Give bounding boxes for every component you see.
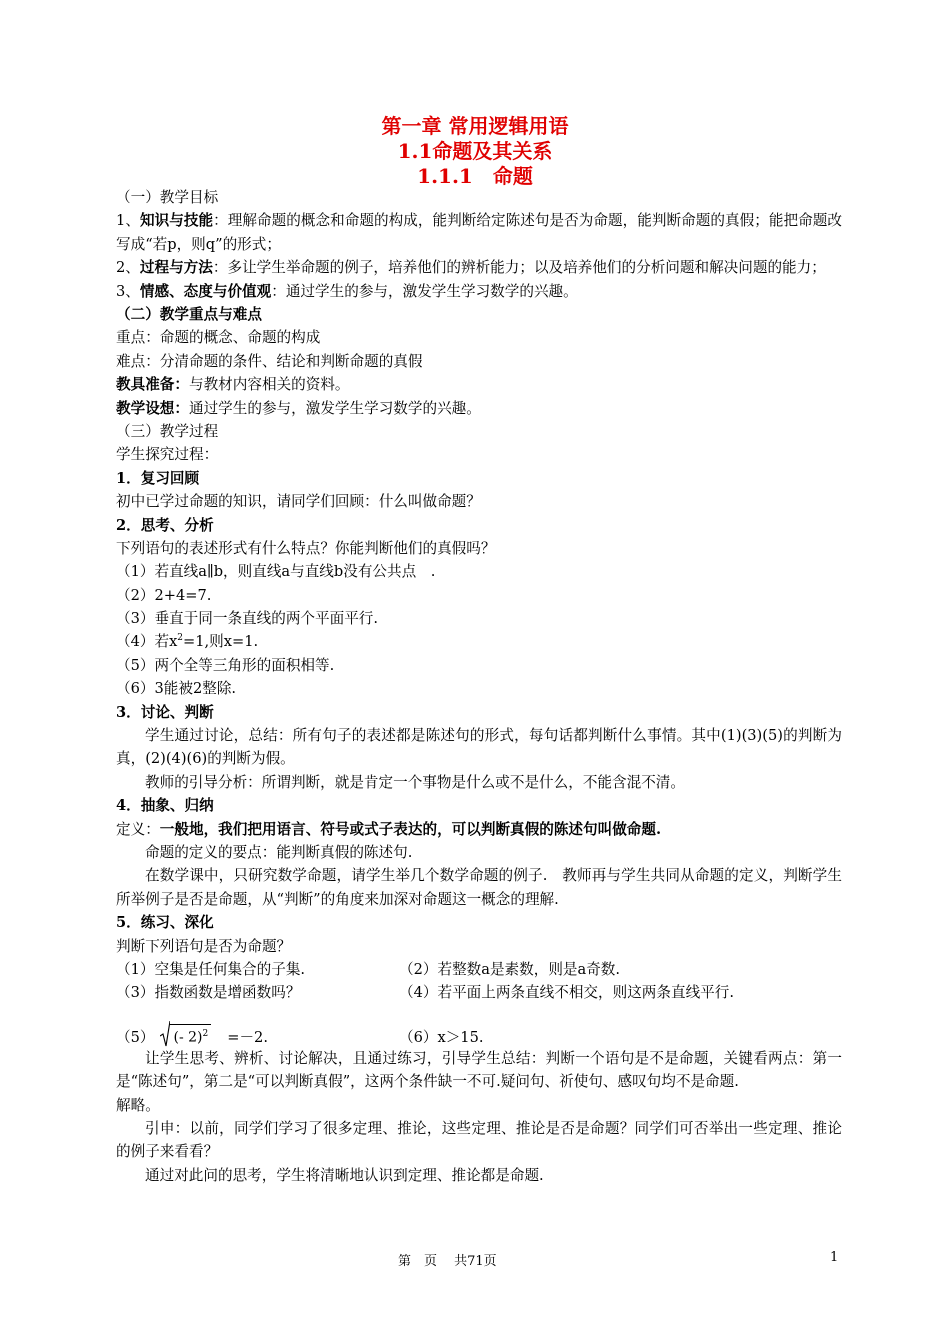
step-2-item-1: （1）若直线a∥b，则直线a与直线b没有公共点 . (116, 563, 436, 581)
process-heading: （三）教学过程 (116, 422, 219, 440)
conclusion-paragraph: 通过对此问的思考，学生将清晰地认识到定理、推论都是命题. (145, 1166, 544, 1184)
step-3-title: 3．讨论、判断 (116, 703, 214, 721)
radicand-exponent: 2 (202, 1029, 209, 1040)
step-5-title: 5．练习、深化 (116, 914, 214, 932)
step-1-title: 1．复习回顾 (116, 469, 200, 487)
exercise-4: （4）若平面上两条直线不相交，则这两条直线平行. (399, 984, 734, 1002)
goal-item-3-text: ：通过学生的参与，激发学生学习数学的兴趣。 (271, 282, 578, 300)
step-2-item-3: （3）垂直于同一条直线的两个平面平行. (116, 610, 379, 628)
step-1-text: 初中已学过命题的知识，请同学们回顾：什么叫做命题？ (116, 493, 481, 511)
goal-item-1-number: 1、 (116, 212, 140, 230)
step-2-item-2: （2）2+4=7. (116, 586, 212, 604)
radicand (170, 1024, 211, 1047)
goal-item-1 (116, 209, 842, 256)
step-5-text: 判断下列语句是否为命题？ (116, 937, 292, 955)
exercise-row-3 (116, 1005, 842, 1047)
extension-paragraph: 引申：以前，同学们学习了很多定理、推论，这些定理、推论是否是命题？同学们可否举出一些定理、推论的例子来看看？ (116, 1119, 842, 1161)
goals-heading: （一）教学目标 (116, 189, 219, 206)
focus-text: 重点：命题的概念、命题的构成 (116, 329, 321, 347)
step-2-item-4-exponent: 2 (177, 633, 184, 644)
definition-prefix: 定义： (116, 820, 160, 838)
footer-page-info: 第 页 共71页 (398, 1254, 497, 1269)
goal-item-3-number: 3、 (116, 282, 140, 300)
step-2-item-4-pre: （4）若x (116, 633, 178, 651)
exercise-5-prefix: （5） (116, 1028, 155, 1046)
step-2-item-6: （6）3能被2整除. (116, 680, 237, 698)
step-3-paragraph-1: 学生通过讨论，总结：所有句子的表述都是陈述句的形式，每句话都判断什么事情。其中(1)(3)(5)的判断为真，(2)(4)(6)的判断为假。 (116, 727, 842, 768)
process-intro: 学生探究过程： (116, 446, 219, 464)
summary-paragraph: 让学生思考、辨析、讨论解决，且通过练习，引导学生总结：判断一个语句是不是命题，关键看两点：第一是“陈述句”，第二是“可以判断真假”，这两个条件缺一不可.疑问句、祈使句、感叹句均不是命题. (116, 1049, 842, 1091)
goal-item-2-label: 过程与方法 (139, 259, 213, 277)
document-body (116, 186, 842, 1187)
answer-omitted: 解略。 (116, 1096, 160, 1114)
materials-label: 教具准备： (116, 376, 189, 394)
materials-text: 与教材内容相关的资料。 (188, 376, 350, 394)
difficulty-text: 难点：分清命题的条件、结论和判断命题的真假 (116, 352, 423, 370)
step-4-paragraph-1: 命题的定义的要点：能判断真假的陈述句. (145, 844, 413, 862)
design-line (116, 397, 842, 420)
title-block (0, 114, 950, 189)
definition-line (116, 818, 842, 841)
goal-item-1-text: ：理解命题的概念和命题的构成，能判断给定陈述句是否为命题，能判断命题的真假；能把命题改写成“若p，则q”的形式； (116, 212, 842, 253)
goal-item-2 (116, 256, 842, 279)
goal-item-3-label: 情感、态度与价值观 (139, 282, 272, 300)
square-root-expression (160, 1021, 211, 1047)
step-4-title: 4．抽象、归纳 (116, 797, 214, 815)
radical-sign-icon (160, 1021, 170, 1047)
exercise-3: （3）指数函数是增函数吗？ (116, 984, 301, 1002)
step-4-paragraph-2: 在数学课中，只研究数学命题，请学生举几个数学命题的例子. 教师再与学生共同从命题的定义，判断学生所举例子是否是命题，从“判断”的角度来加深对命题这一概念的理解. (116, 867, 842, 908)
goal-item-1-label: 知识与技能 (139, 212, 214, 230)
goal-item-2-text: ：多让学生举命题的例子，培养他们的辨析能力；以及培养他们的分析问题和解决问题的能力； (212, 259, 826, 277)
step-3-paragraph-2: 教师的引导分析：所谓判断，就是肯定一个事物是什么或不是什么，不能含混不清。 (145, 773, 685, 791)
definition-text: 一般地，我们把用语言、符号或式子表达的，可以判断真假的陈述句叫做命题. (159, 820, 662, 838)
step-2-title: 2．思考、分析 (116, 516, 214, 534)
page-number: 1 (830, 1250, 839, 1265)
radicand-base: (- 2) (173, 1029, 203, 1046)
section-title: 1.1命题及其关系 (397, 139, 553, 163)
exercise-5 (116, 1021, 399, 1047)
step-2-item-4-post: =1,则x=1. (183, 633, 259, 651)
design-text: 通过学生的参与，激发学生学习数学的兴趣。 (188, 399, 481, 417)
exercise-6: （6）x＞15. (399, 1028, 484, 1046)
materials-line (116, 373, 842, 396)
keypoints-heading: （二）教学重点与难点 (116, 306, 262, 323)
goal-item-3 (116, 280, 842, 303)
design-label: 教学设想： (116, 399, 189, 417)
goal-item-2-number: 2、 (116, 259, 140, 277)
exercise-1: （1）空集是任何集合的子集. (116, 961, 306, 978)
exercise-5-result: =－2. (227, 1028, 268, 1046)
exercise-row-2 (116, 981, 842, 1004)
step-2-text: 下列语句的表述形式有什么特点？你能判断他们的真假吗？ (116, 539, 496, 557)
step-2-item-4 (116, 630, 842, 653)
chapter-title: 第一章 常用逻辑用语 (381, 114, 569, 138)
exercise-row-1 (116, 958, 842, 981)
exercise-2: （2）若整数a是素数，则是a奇数. (399, 961, 621, 978)
subsection-title: 1.1.1 命题 (417, 164, 533, 188)
step-2-item-5: （5）两个全等三角形的面积相等. (116, 656, 335, 674)
